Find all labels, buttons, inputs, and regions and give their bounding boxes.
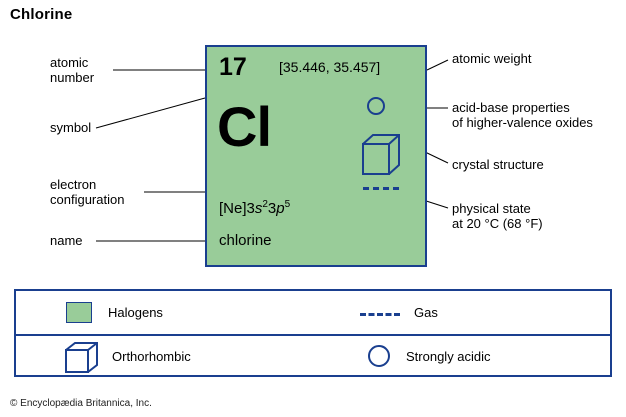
econfig-s-exponent: 2: [262, 199, 268, 210]
callout-atomic-weight: atomic weight: [452, 51, 532, 66]
legend-label-halogens: Halogens: [108, 305, 163, 320]
strongly-acidic-circle-icon: [368, 345, 390, 367]
callout-physical-state: physical state at 20 °C (68 °F): [452, 201, 543, 231]
element-tile: [205, 45, 427, 267]
element-symbol: Cl: [217, 95, 271, 158]
econfig-prefix: [Ne]3: [219, 200, 255, 217]
atomic-number: 17: [219, 53, 247, 81]
halogens-color-swatch: [66, 302, 92, 323]
econfig-p-exponent: 5: [284, 199, 291, 210]
orthorhombic-prism-icon: [359, 132, 405, 178]
callout-acid-base-properties: acid-base properties of higher-valence oxides: [452, 100, 593, 130]
callout-electron-configuration: electron configuration: [50, 177, 125, 207]
legend-label-orthorhombic: Orthorhombic: [112, 349, 191, 364]
atomic-weight: [35.446, 35.457]: [279, 59, 381, 75]
legend-divider: [16, 334, 610, 336]
legend-label-strongly-acidic: Strongly acidic: [406, 349, 491, 364]
callout-name: name: [50, 233, 83, 248]
electron-configuration: [219, 199, 290, 217]
gas-dashed-line-icon: [363, 187, 399, 190]
legend: [14, 289, 612, 377]
econfig-p-orbital: p: [276, 200, 285, 217]
callout-atomic-number: atomic number: [50, 55, 95, 85]
element-name: chlorine: [219, 232, 272, 249]
callout-symbol: symbol: [50, 120, 92, 135]
orthorhombic-prism-icon: [64, 341, 104, 375]
gas-dashed-line-icon: [360, 313, 400, 316]
legend-label-gas: Gas: [414, 305, 438, 320]
econfig-s-orbital: s: [254, 200, 263, 217]
copyright-credit: © Encyclopædia Britannica, Inc.: [10, 398, 152, 409]
page-title: Chlorine: [10, 6, 73, 23]
strongly-acidic-circle-icon: [367, 97, 385, 115]
econfig-shell-3: 3: [267, 200, 277, 217]
callout-crystal-structure: crystal structure: [452, 157, 544, 172]
